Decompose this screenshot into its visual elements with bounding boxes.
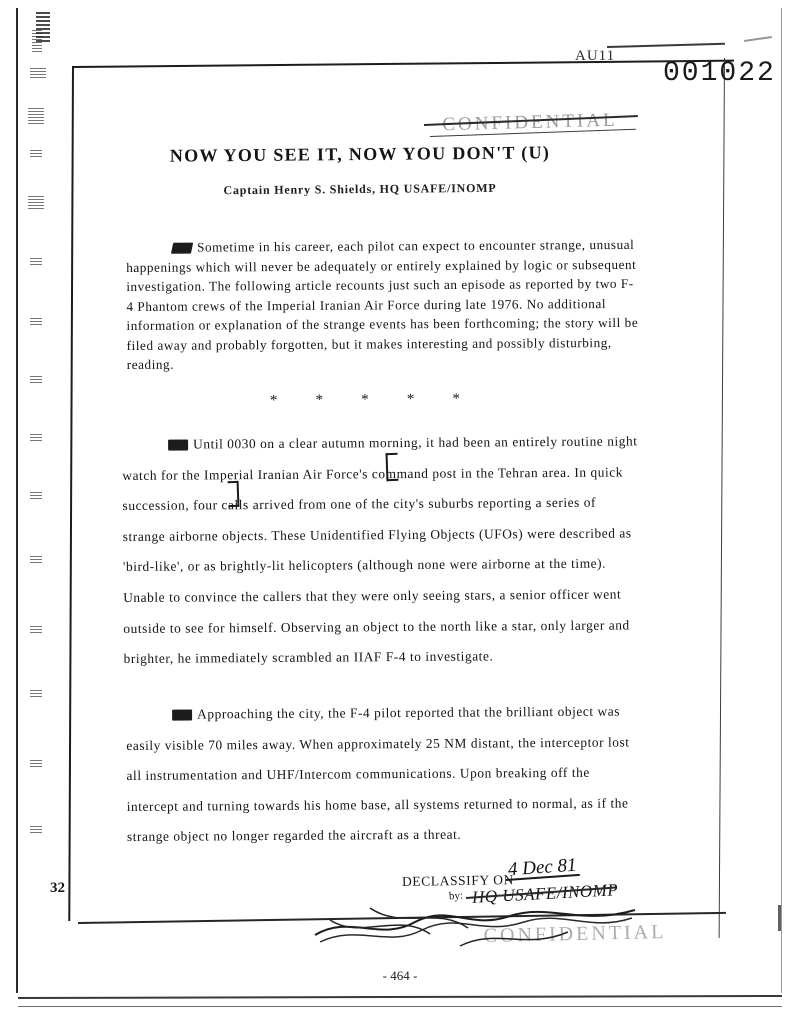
classification-stamp-top: CONFIDENTIAL xyxy=(442,109,618,136)
page-footer-number: - 464 - xyxy=(382,968,418,983)
paragraph-text: Until 0030 on a clear autumn morning, it had been an entirely routine night watch for the Imperial Iranian Air Force's command post in the Tehran area. In quick succession, four calls arrived from one of the city's suburbs reporting a series of strange airborne objects. These Unidentified Flying Objects (UFOs) were described as 'bird-like', or as brightly-lit helicopters (although none were airborne at the time). Unable to convince the callers that they were only seeing stars, a senior officer went outside to see for himself. Observing an object to the north like a star, only larger and brighter, he immediately scrambled an IIAF F-4 to investigate. xyxy=(122,433,638,667)
margin-artifact xyxy=(30,690,42,697)
page-title: NOW YOU SEE IT, NOW YOU DON'T (U) xyxy=(169,142,551,166)
margin-artifact xyxy=(30,760,42,767)
handwritten-bracket-open xyxy=(386,453,399,481)
margin-artifact xyxy=(32,30,42,52)
paragraph-text: Approaching the city, the F-4 pilot reported that the brilliant object was easily visible 70 miles away. When approximately 25 NM distant, the interceptor lost all instrumentation and UHF/Intercom communications. Upon breaking off the intercept and turning towards his home base, all systems returned to normal, as if the strange object no longer regarded the aircraft as a threat. xyxy=(126,703,630,845)
classification-marker-icon xyxy=(168,440,188,451)
archive-code: AU11 xyxy=(575,48,616,64)
classification-stamp-bottom: CONFIDENTIAL xyxy=(483,921,667,947)
body-paragraph xyxy=(126,235,639,375)
document-stamp-number: 001022 xyxy=(663,58,776,89)
classification-marker-icon xyxy=(171,243,193,254)
margin-artifact xyxy=(28,196,44,210)
divider-asterisk: * xyxy=(269,392,278,409)
declassify-authority-handwritten: HQ USAFE/INOMP xyxy=(471,880,619,907)
section-divider xyxy=(270,391,460,410)
margin-artifact xyxy=(30,68,46,78)
article-byline: Captain Henry S. Shields, HQ USAFE/INOMP xyxy=(223,180,497,198)
margin-artifact xyxy=(30,434,42,441)
margin-artifact xyxy=(30,150,42,157)
divider-asterisk: * xyxy=(361,391,369,409)
margin-artifact xyxy=(30,258,42,265)
divider-asterisk: * xyxy=(452,391,461,408)
margin-artifact xyxy=(28,108,44,124)
scan-bottom-rule-secondary xyxy=(18,1006,782,1007)
classification-marker-icon xyxy=(172,710,192,721)
scan-bottom-rule xyxy=(18,995,782,999)
declassify-date-handwritten: 4 Dec 81 xyxy=(507,854,578,881)
margin-artifact xyxy=(30,492,42,499)
margin-artifact xyxy=(30,376,42,383)
margin-artifact xyxy=(30,556,42,563)
divider-asterisk: * xyxy=(315,392,324,409)
body-paragraph xyxy=(126,696,643,853)
margin-artifact xyxy=(30,826,42,833)
margin-artifact xyxy=(30,626,42,633)
divider-asterisk: * xyxy=(406,391,415,408)
declassify-label: DECLASSIFY ON xyxy=(401,872,515,889)
scan-artifact-right-edge xyxy=(778,905,781,931)
handwritten-bracket-close xyxy=(228,481,240,507)
page-number: 32 xyxy=(50,880,65,896)
margin-artifact xyxy=(30,318,42,325)
declassify-authority-prefix: by: xyxy=(448,889,464,903)
body-paragraph xyxy=(122,426,640,674)
paragraph-text: Sometime in his career, each pilot can expect to encounter strange, unusual happenings which will never be adequately or entirely explained by logic or subsequent investigation. The following article recounts just such an episode as reported by two F-4 Phantom crews of the Imperial Iranian Air Force during late 1976. No additional information or explanation of the strange events has been forthcoming; the story will be filed away and probably forgotten, but it makes interesting and possibly disturbing, reading. xyxy=(126,236,639,372)
